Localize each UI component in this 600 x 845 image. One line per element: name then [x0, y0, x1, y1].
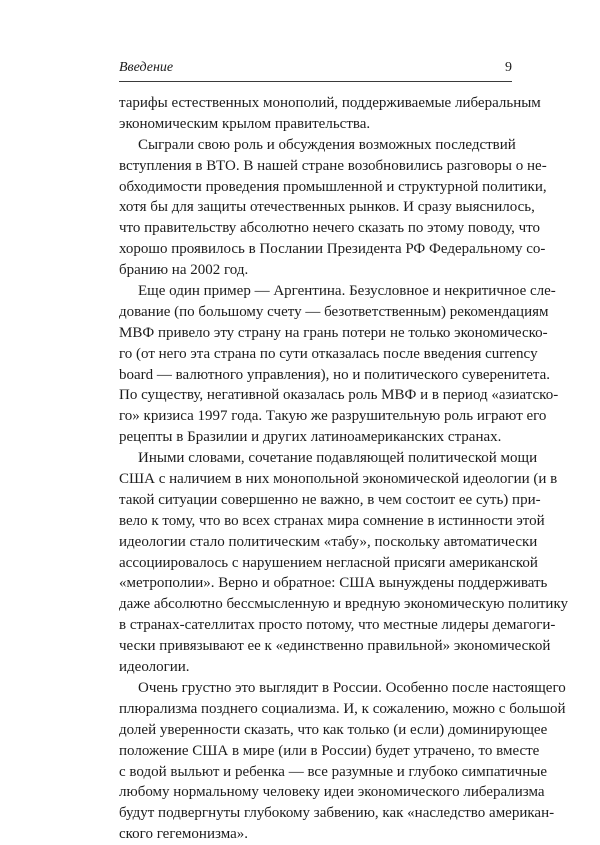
text-line: «метрополии». Верно и обратное: США вынуждены поддерживать — [119, 575, 548, 592]
paragraph — [119, 678, 566, 845]
text-line: долей уверенности сказать, что как только (и если) доминирующее — [119, 721, 548, 738]
text-line: такой ситуации совершенно не важно, в чем состоит ее суть) при- — [119, 491, 541, 508]
text-line: будут подвергнуты глубокому забвению, как «наследство американ- — [119, 805, 555, 822]
paragraph — [119, 93, 541, 135]
text-line: идеологии. — [119, 659, 190, 676]
text-line: го (от него эта страна по сути отказалась после введения currency — [119, 345, 538, 362]
text-line: даже абсолютно бессмысленную и вредную экономическую политику — [119, 596, 569, 613]
text-line: чески привязывают ее к «единственно правильной» экономической — [119, 638, 551, 655]
text-line: идеологии стало политическим «табу», поскольку автоматически — [119, 533, 538, 550]
paragraph — [119, 135, 547, 281]
text-line: хорошо проявилось в Послании Президента РФ Федеральному со- — [119, 241, 546, 258]
text-line: обходимости проведения промышленной и структурной политики, — [119, 178, 547, 195]
text-line: рецепты в Бразилии и других латиноамериканских странах. — [119, 429, 502, 446]
text-line: экономическим крылом правительства. — [119, 115, 371, 132]
text-line: положение США в мире (или в России) будет утрачено, то вместе — [119, 742, 540, 759]
text-line: Сыграли свою роль и обсуждения возможных последствий — [138, 136, 516, 153]
text-line: вело к тому, что во всех странах мира сомнение в истинности этой — [119, 512, 545, 529]
text-line: ассоциировалось с нарушением негласной присяги американской — [119, 554, 538, 571]
text-line: МВФ привело эту страну на грань потери не только экономическо- — [119, 324, 548, 341]
running-head — [119, 58, 512, 78]
paragraph — [119, 448, 569, 678]
text-line: Очень грустно это выглядит в России. Особенно после настоящего — [138, 679, 566, 696]
text-line: Иными словами, сочетание подавляющей политической мощи — [138, 450, 538, 467]
text-line: вступления в ВТО. В нашей стране возобновились разговоры о не- — [119, 157, 547, 174]
page-number: 9 — [505, 60, 512, 75]
text-line: в странах-сателлитах просто потому, что местные лидеры демагоги- — [119, 617, 556, 634]
text-line: board — валютного управления), но и политического суверенитета. — [119, 366, 551, 383]
text-line: плюрализма позднего социализма. И, к сожалению, можно с большой — [119, 700, 566, 717]
text-line: бранию на 2002 год. — [119, 262, 249, 279]
text-line: США с наличием в них монопольной экономической идеологии (и в — [119, 471, 558, 488]
text-line: любому нормальному человеку идеи экономического либерализма — [119, 784, 545, 801]
text-line: с водой выльют и ребенка — все разумные и глубоко симпатичные — [119, 763, 547, 780]
text-line: Еще один пример — Аргентина. Безусловное и некритичное сле- — [138, 283, 556, 300]
text-line: тарифы естественных монополий, поддерживаемые либеральным — [119, 95, 541, 111]
text-line: что правительству абсолютно нечего сказать по этому поводу, что — [119, 220, 540, 237]
paragraph — [119, 281, 559, 448]
text-line: го» кризиса 1997 года. Такую же разрушительную роль играют его — [119, 408, 547, 425]
header-rule — [119, 81, 512, 82]
section-title: Введение — [119, 60, 174, 75]
text-line: хотя бы для защиты отечественных рынков. И сразу выяснилось, — [119, 199, 535, 216]
body-text — [119, 93, 569, 845]
text-line: дование (по большому счету — безответственным) рекомендациям — [119, 303, 549, 320]
text-line: ского гегемонизма». — [119, 826, 248, 843]
text-line: По существу, негативной оказалась роль МВФ и в период «азиатско- — [119, 387, 559, 404]
